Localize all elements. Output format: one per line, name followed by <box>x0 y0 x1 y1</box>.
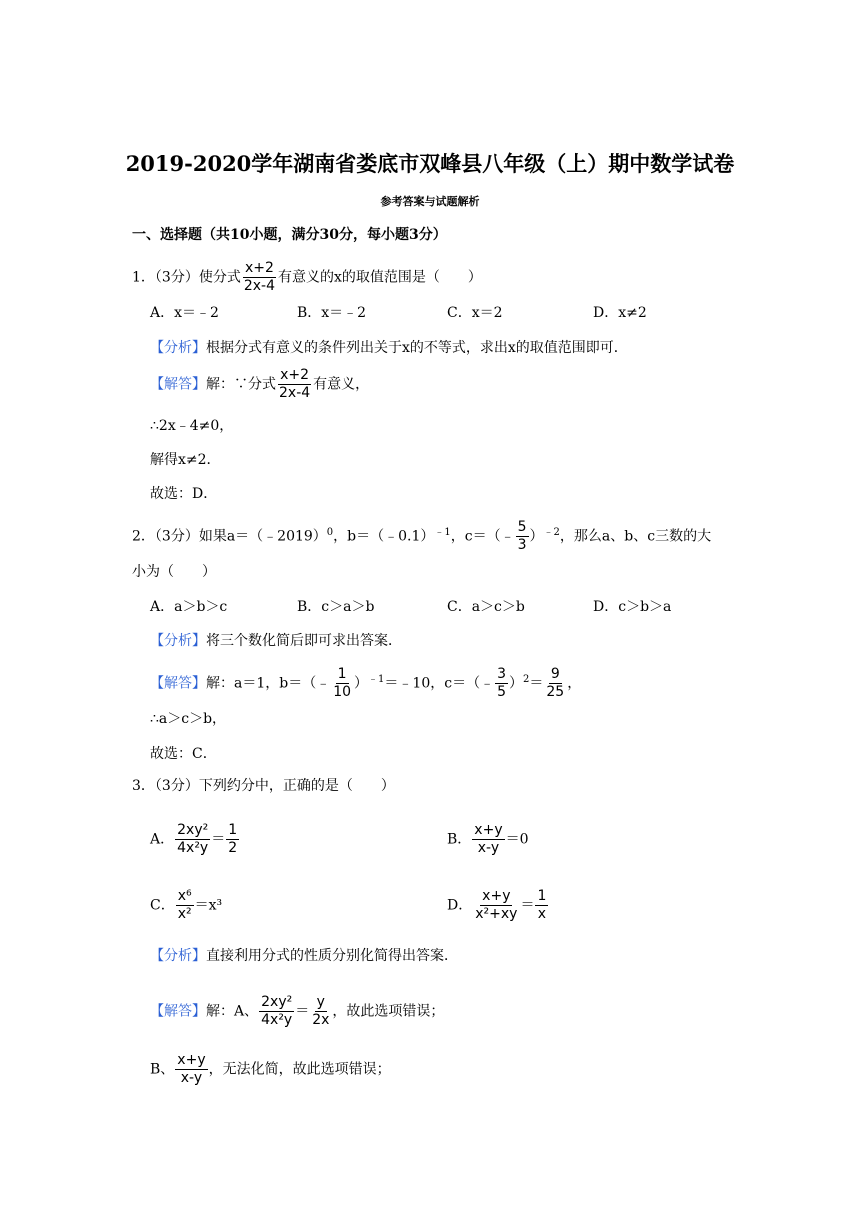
q1-frac-den: 2x-4 <box>243 278 275 294</box>
q1-solution-start: 解：∵分式 <box>206 376 276 393</box>
q3-opt-d-rnum: 1 <box>537 888 547 904</box>
analysis-tag: 【分析】 <box>150 633 206 649</box>
q2-step-1: ∴a＞c＞b， <box>150 711 227 727</box>
q3-stem: 3．（3分）下列约分中，正确的是（ ） <box>132 778 395 794</box>
q2-sol-d-sup: 2 <box>523 673 530 685</box>
q2-sol-fraction-3 <box>544 666 566 701</box>
q2-stem-a: 2．（3分）如果a＝（﹣2019） <box>132 528 327 545</box>
q3-sol-a-den: 4x²y <box>261 1012 293 1028</box>
q3-opt-b-num: x+y <box>474 822 503 838</box>
q3-opt-b-eq: ＝0 <box>505 831 529 848</box>
q2-sol-f3-num: 9 <box>550 666 560 682</box>
q2-sol-f1-num: 1 <box>337 666 347 682</box>
q3-opt-d-eq: ＝ <box>520 897 535 914</box>
solution-tag: 【解答】 <box>150 1003 206 1020</box>
q3-opt-d-label: D． <box>447 897 473 914</box>
q2-sol-e: ＝ <box>529 675 544 692</box>
q3-solution-b <box>150 1052 391 1087</box>
q2-choice: 故选：C． <box>150 746 217 762</box>
q3-sol-a-result <box>310 994 331 1029</box>
q3-opt-c-label: C． <box>150 897 175 914</box>
q3-option-b <box>447 822 529 857</box>
q3-sol-a-end: ，故此选项错误； <box>332 1003 445 1020</box>
q2-stem <box>132 519 711 554</box>
q3-opt-a-result <box>226 822 239 857</box>
analysis-tag: 【分析】 <box>150 948 206 964</box>
q2-analysis <box>150 631 402 651</box>
q2-stem-e: ，那么a、b、c三数的大 <box>559 528 712 545</box>
q2-sol-f: ， <box>567 675 582 692</box>
q2-sol-d: ） <box>509 675 523 692</box>
q3-opt-a-rnum: 1 <box>228 822 238 838</box>
q3-opt-b-label: B． <box>447 831 472 848</box>
q3-analysis <box>150 946 458 966</box>
q2-stem-c: ，c＝（﹣ <box>450 528 515 545</box>
q2-frac-den: 3 <box>517 537 527 553</box>
q1-option-c: C．x＝2 <box>447 305 503 321</box>
q2-stem-a-sup: 0 <box>326 526 334 538</box>
q1-analysis <box>150 338 628 358</box>
q3-sol-b-den: x-y <box>180 1070 203 1086</box>
section-heading: 一、选择题（共10小题，满分30分，每小题3分） <box>132 227 447 243</box>
q2-sol-b: ） <box>354 675 369 692</box>
q1-step-2: 解得x≠2． <box>150 452 221 468</box>
solution-tag: 【解答】 <box>150 376 206 393</box>
q1-stem-end: 有意义的x的取值范围是（ ） <box>277 269 482 286</box>
q2-analysis-text: 将三个数化简后即可求出答案． <box>206 633 402 649</box>
q3-analysis-text: 直接利用分式的性质分别化简得出答案． <box>206 948 458 964</box>
q2-sol-b-sup: ﹣1 <box>368 673 385 685</box>
q1-solution <box>150 367 369 402</box>
q2-sol-c: ＝﹣10，c＝（﹣ <box>384 675 495 692</box>
q2-stem-d: ） <box>529 528 544 545</box>
q2-sol-f1-den: 10 <box>333 684 352 700</box>
q2-option-b: B．c＞a＞b <box>297 599 375 615</box>
q3-sol-b-start: B、 <box>150 1061 175 1078</box>
q3-opt-a-eq: ＝ <box>211 831 226 848</box>
q2-sol-fraction-2 <box>495 666 508 701</box>
q2-option-a: A．a＞b＞c <box>150 599 228 615</box>
page-subtitle: 参考答案与试题解析 <box>380 195 480 208</box>
q2-sol-fraction-1 <box>331 666 353 701</box>
q2-solution <box>150 666 581 701</box>
q1-option-d: D．x≠2 <box>593 305 647 321</box>
q3-sol-a-start: 解：A、 <box>206 1003 259 1020</box>
q2-fraction <box>516 519 529 554</box>
q3-sol-a-eq: ＝ <box>295 1003 310 1020</box>
q3-opt-c-eq: ＝x³ <box>194 897 223 914</box>
q3-opt-a-label: A． <box>150 831 175 848</box>
q3-opt-c-num: x⁶ <box>177 888 192 904</box>
q1-frac-num: x+2 <box>244 260 274 276</box>
analysis-tag: 【分析】 <box>150 340 206 356</box>
q3-opt-c-fraction <box>176 888 194 923</box>
q3-option-c <box>150 888 222 923</box>
q3-sol-a-rnum: y <box>316 994 325 1010</box>
q3-sol-a-fraction <box>259 994 294 1029</box>
q3-sol-b-num: x+y <box>177 1052 206 1068</box>
q3-opt-a-rden: 2 <box>228 840 238 856</box>
q1-option-a: A．x＝﹣2 <box>150 305 219 321</box>
q3-opt-b-fraction <box>472 822 504 857</box>
q1-step-1: ∴2x﹣4≠0， <box>150 418 234 434</box>
q2-sol-f3-den: 25 <box>546 684 565 700</box>
q3-sol-a-rden: 2x <box>312 1012 330 1028</box>
q2-stem-line-2: 小为（ ） <box>132 564 216 580</box>
q3-sol-b-end: ，无法化简，故此选项错误； <box>208 1061 391 1078</box>
q3-opt-d-num: x+y <box>482 888 511 904</box>
q3-opt-d-result <box>535 888 548 923</box>
q3-opt-a-fraction <box>175 822 210 857</box>
q1-option-b: B．x＝﹣2 <box>297 305 367 321</box>
q2-sol-f2-den: 5 <box>497 684 506 700</box>
q3-solution-a <box>150 994 444 1029</box>
q2-option-c: C．a＞c＞b <box>447 599 525 615</box>
q1-solution-fraction <box>277 367 312 402</box>
q2-stem-b-sup: ﹣1 <box>434 526 451 538</box>
q3-opt-a-den: 4x²y <box>177 840 209 856</box>
q2-option-d: D．c＞b＞a <box>593 599 672 615</box>
q1-fraction <box>242 260 277 295</box>
q3-opt-c-den: x² <box>177 906 192 922</box>
q3-opt-d-fraction <box>473 888 519 923</box>
q3-opt-d-den: x²+xy <box>475 906 518 922</box>
q1-sol-frac-num: x+2 <box>280 367 310 383</box>
q2-stem-d-sup: ﹣2 <box>543 526 560 538</box>
q2-sol-f2-num: 3 <box>497 666 506 682</box>
page-title: 2019-2020学年湖南省娄底市双峰县八年级（上）期中数学试卷 <box>125 151 735 176</box>
q2-stem-b: ，b＝（﹣0.1） <box>333 528 435 545</box>
q1-stem <box>132 260 482 295</box>
q1-solution-end: 有意义， <box>313 376 370 393</box>
q3-sol-a-num: 2xy² <box>261 994 293 1010</box>
q3-opt-d-rden: x <box>537 906 547 922</box>
q1-choice: 故选：D． <box>150 486 218 502</box>
solution-tag: 【解答】 <box>150 675 206 692</box>
q2-frac-num: 5 <box>517 519 527 535</box>
q3-opt-b-den: x-y <box>477 840 500 856</box>
q3-opt-a-num: 2xy² <box>177 822 209 838</box>
q3-option-a <box>150 822 240 857</box>
q1-sol-frac-den: 2x-4 <box>279 385 311 401</box>
q2-sol-a: 解：a＝1，b＝（﹣ <box>206 675 331 692</box>
q1-analysis-text: 根据分式有意义的条件列出关于x的不等式，求出x的取值范围即可． <box>206 340 628 356</box>
q3-option-d <box>447 888 549 923</box>
q3-sol-b-fraction <box>175 1052 207 1087</box>
q1-stem-start: 1．（3分）使分式 <box>132 269 241 286</box>
